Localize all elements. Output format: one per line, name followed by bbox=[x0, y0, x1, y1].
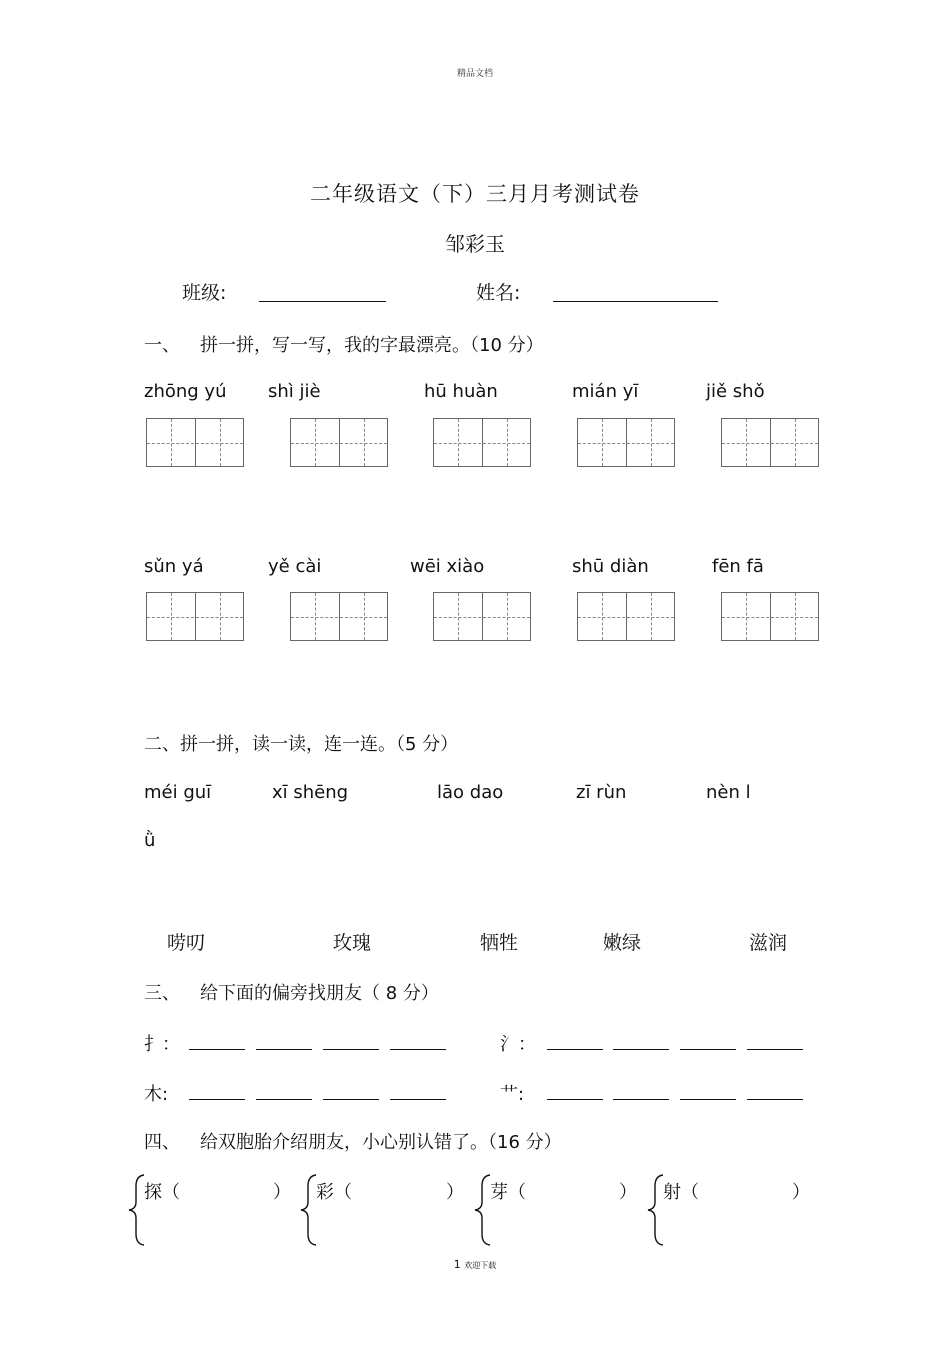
radical-label: 扌： bbox=[144, 1034, 180, 1055]
pinyin-item: sǔn yá bbox=[144, 556, 204, 577]
pinyin-item: yě cài bbox=[268, 556, 322, 577]
close-paren: ） bbox=[273, 1182, 291, 1203]
pinyin-item: shū diàn bbox=[572, 556, 649, 577]
pinyin-item: hū huàn bbox=[424, 381, 498, 402]
answer-blank[interactable] bbox=[547, 1099, 603, 1100]
answer-blank[interactable] bbox=[390, 1099, 446, 1100]
word-item: 唠叨 bbox=[167, 932, 206, 954]
answer-blank[interactable] bbox=[256, 1049, 312, 1050]
class-label: 班级: bbox=[182, 282, 227, 304]
close-paren: ） bbox=[446, 1182, 464, 1203]
answer-blank[interactable] bbox=[747, 1049, 803, 1050]
answer-blank[interactable] bbox=[189, 1049, 245, 1050]
document-title: 二年级语文（下）三月月考测试卷 bbox=[310, 182, 640, 206]
answer-blank[interactable] bbox=[680, 1049, 736, 1050]
section-3-number: 三、 bbox=[144, 983, 180, 1004]
radical-label: 氵： bbox=[500, 1034, 536, 1055]
writing-grid[interactable] bbox=[290, 592, 388, 641]
pinyin-item: lāo dao bbox=[437, 782, 504, 803]
name-blank[interactable] bbox=[553, 301, 718, 302]
writing-grid[interactable] bbox=[290, 418, 388, 467]
close-paren: ） bbox=[619, 1182, 637, 1203]
answer-blank[interactable] bbox=[323, 1099, 379, 1100]
writing-grid[interactable] bbox=[146, 592, 244, 641]
footer-note: 欢迎下载 bbox=[464, 1261, 497, 1270]
writing-grid[interactable] bbox=[721, 418, 819, 467]
section-1-heading: 拼一拼，写一写，我的字最漂亮。（10 分） bbox=[200, 335, 544, 356]
pinyin-item: mián yī bbox=[572, 381, 639, 402]
author-name: 邹彩玉 bbox=[445, 232, 505, 256]
radical-label: 木: bbox=[144, 1084, 169, 1105]
answer-blank[interactable] bbox=[547, 1049, 603, 1050]
answer-blank[interactable] bbox=[256, 1099, 312, 1100]
writing-grid[interactable] bbox=[433, 592, 531, 641]
pinyin-item: méi guī bbox=[144, 782, 212, 803]
page-number: 1 bbox=[453, 1258, 461, 1271]
word-item: 滋润 bbox=[749, 932, 788, 954]
answer-blank[interactable] bbox=[613, 1049, 669, 1050]
word-item: 牺牲 bbox=[480, 932, 519, 954]
twin-char: 芽（ bbox=[490, 1182, 526, 1203]
page-header: 精品文档 bbox=[456, 69, 493, 79]
pinyin-item: nèn l bbox=[706, 782, 751, 803]
class-blank[interactable] bbox=[259, 301, 386, 302]
pinyin-item: shì jiè bbox=[268, 381, 321, 402]
answer-blank[interactable] bbox=[323, 1049, 379, 1050]
pinyin-item: jiě shǒ bbox=[706, 381, 765, 402]
section-3-heading: 给下面的偏旁找朋友（ 8 分） bbox=[200, 983, 439, 1004]
writing-grid[interactable] bbox=[146, 418, 244, 467]
answer-blank[interactable] bbox=[390, 1049, 446, 1050]
section-2-heading: 二、拼一拼，读一读，连一连。（5 分） bbox=[144, 734, 459, 755]
section-4-number: 四、 bbox=[144, 1132, 180, 1153]
writing-grid[interactable] bbox=[577, 418, 675, 467]
twin-char: 探（ bbox=[144, 1182, 180, 1203]
pinyin-item: wēi xiào bbox=[410, 556, 485, 577]
twin-char: 彩（ bbox=[316, 1182, 352, 1203]
pinyin-item: xī shēng bbox=[272, 782, 349, 803]
writing-grid[interactable] bbox=[433, 418, 531, 467]
pinyin-item: zhōng yú bbox=[144, 381, 227, 402]
page-footer bbox=[0, 1258, 950, 1271]
pinyin-item: fēn fā bbox=[712, 556, 764, 577]
radical-label: 艹: bbox=[500, 1084, 525, 1105]
answer-blank[interactable] bbox=[747, 1099, 803, 1100]
answer-blank[interactable] bbox=[189, 1099, 245, 1100]
section-4-heading: 给双胞胎介绍朋友，小心别认错了。（16 分） bbox=[200, 1132, 562, 1153]
close-paren: ） bbox=[792, 1182, 810, 1203]
name-label: 姓名: bbox=[476, 282, 521, 304]
answer-blank[interactable] bbox=[613, 1099, 669, 1100]
pinyin-item: zī rùn bbox=[576, 782, 627, 803]
writing-grid[interactable] bbox=[721, 592, 819, 641]
pinyin-wrap: ǜ bbox=[144, 830, 156, 851]
word-item: 嫩绿 bbox=[603, 932, 642, 954]
writing-grid[interactable] bbox=[577, 592, 675, 641]
twin-char: 射（ bbox=[663, 1182, 699, 1203]
section-1-number: 一、 bbox=[144, 335, 180, 356]
answer-blank[interactable] bbox=[680, 1099, 736, 1100]
word-item: 玫瑰 bbox=[333, 932, 372, 954]
